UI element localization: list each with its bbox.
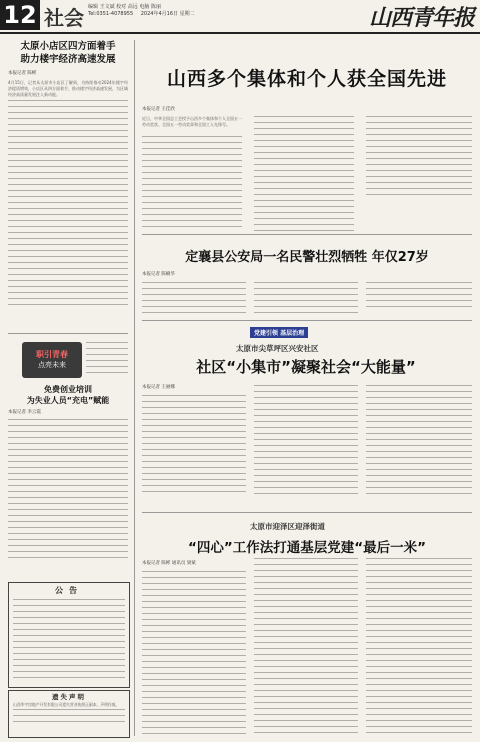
training-body	[8, 419, 128, 559]
ad-line-1: 职引青春	[36, 350, 68, 359]
left-story-lead: 4月15日，记者从太原市小店区了解到，为持续推动2024年楼宇经济提质增效，小店区从四方面着手，推动楼宇经济高速发展，为区域经济高质量发展注入新动能。	[8, 80, 128, 98]
community-col-3	[366, 385, 472, 495]
hero-story-title: 定襄县公安局一名民警壮烈牺牲 年仅27岁	[185, 250, 429, 265]
contact-tel: Tel:0351-4078955	[88, 11, 134, 17]
training-story	[8, 384, 128, 574]
ad-banner	[22, 342, 82, 378]
notice-box	[8, 582, 130, 688]
masthead-rule	[0, 32, 480, 34]
newspaper-logo: 山西青年报	[368, 5, 474, 31]
notice-body	[13, 599, 125, 683]
bottom-story-byline: 本报记者 陈彬 通讯员 梁斌	[142, 561, 196, 566]
left-story-byline: 本报记者 陈彬	[8, 71, 37, 76]
lost-notice-text: 山西华宇房地产开发有限公司遗失营业执照正副本，声明作废。	[13, 702, 120, 707]
main-story-lead: 近日，中华全国总工会授予山西多个集体和个人全国五一劳动奖状、全国五一劳动奖章和全国工人先锋号。	[142, 116, 242, 127]
lost-notice-title: 遗失声明	[52, 693, 86, 701]
hero-story-byline: 本报记者 陈楠华	[142, 272, 175, 277]
issue-date: 2024年4月16日 星期二	[140, 11, 195, 17]
notice-title: 公告	[55, 586, 83, 595]
community-col-1	[142, 395, 246, 495]
main-story-body	[142, 116, 472, 232]
masthead-info	[88, 4, 195, 18]
community-title: 社区“小集市”凝聚社会“大能量”	[196, 358, 416, 376]
bottom-story-subtitle: 太原市迎泽区迎泽街道	[250, 522, 325, 531]
community-subtitle: 太原市尖草坪区兴安社区	[236, 344, 319, 353]
section-title: 社会	[44, 6, 84, 30]
party-building-tag: 党建引领 基层治理	[250, 327, 308, 338]
editors-line: 编辑 王文斌 校对 高远 电脑 陈丽	[88, 4, 161, 10]
training-title-1: 免费创业培训	[44, 385, 92, 394]
lost-notice-box	[8, 690, 130, 738]
hero-story-col-1	[142, 282, 246, 318]
bottom-story-col-2	[254, 558, 358, 735]
main-story-byline: 本报记者 王佳欣	[142, 107, 175, 112]
training-title-2: 为失业人员“充电”赋能	[26, 396, 110, 405]
bottom-story-col-1	[142, 571, 246, 735]
community-col-2	[254, 385, 358, 495]
page-number: 12	[0, 0, 40, 30]
hero-story-col-3	[366, 282, 472, 312]
training-byline: 本报记者 李云霞	[8, 410, 41, 415]
hero-story-col-2	[254, 282, 358, 318]
ad-line-2: 点亮未来	[38, 361, 66, 369]
bottom-story-col-3	[366, 558, 472, 735]
left-story-title-1: 太原小店区四方面着手	[20, 41, 116, 52]
left-story-title-2: 助力楼宇经济高速发展	[20, 54, 116, 65]
community-byline: 本报记者 王丽娜	[142, 385, 175, 390]
main-story-title: 山西多个集体和个人获全国先进	[166, 68, 447, 90]
left-story-body	[8, 100, 128, 308]
left-story	[8, 40, 128, 330]
bottom-story-title: “四心”工作法打通基层党建“最后一米”	[188, 540, 426, 556]
